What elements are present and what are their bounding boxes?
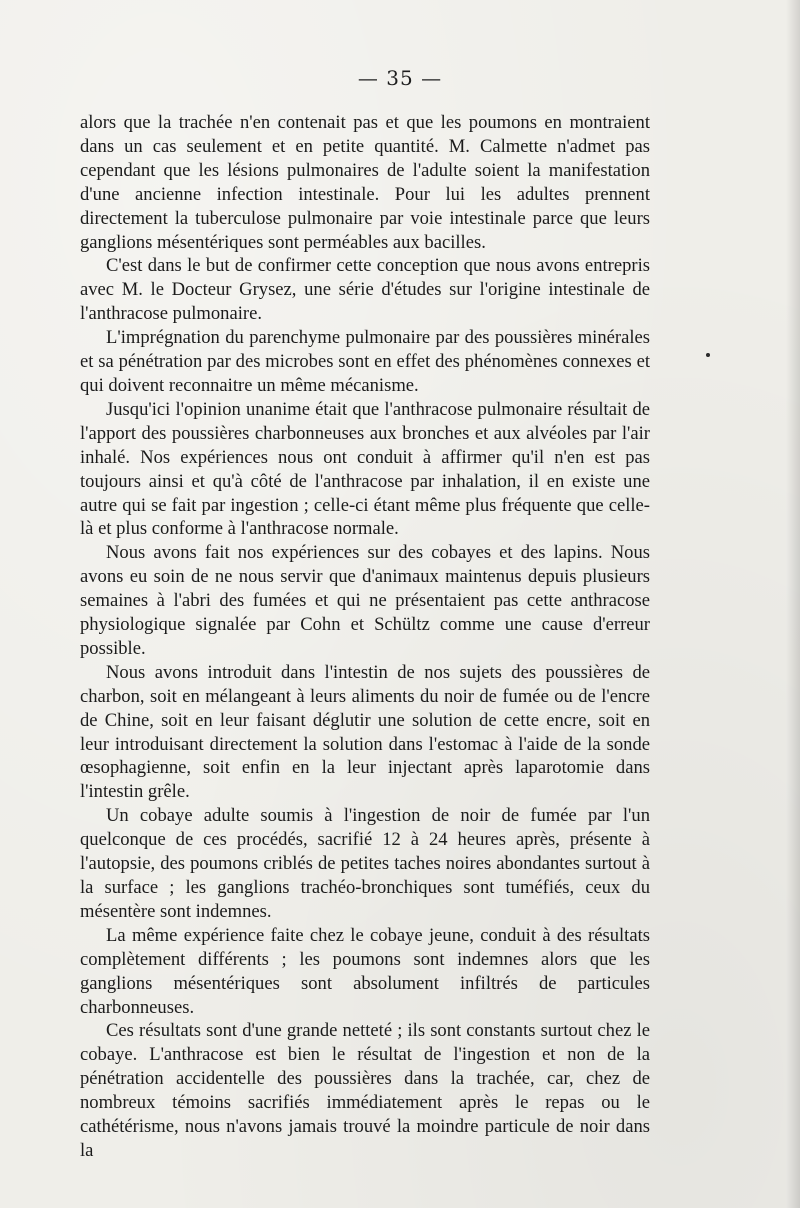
page-edge-shadow <box>786 0 800 1208</box>
paragraph: La même expérience faite chez le cobaye jeune, conduit à des résultats complètement différents ; les poumons sont indemnes alors que les ganglions mésentériques sont absolument infiltrés de particules charbonneuses. <box>80 924 650 1018</box>
body-text <box>80 111 650 1163</box>
paragraph: Ces résultats sont d'une grande netteté ; ils sont constants surtout chez le cobaye. L'anthracose est bien le résultat de l'ingestion et non de la pénétration accidentelle des poussières dans la trachée, car, chez de nombreux témoins sacrifiés immédiatement après le repas ou le cathétérisme, nous n'avons jamais trouvé la moindre particule de noir dans la <box>80 1020 650 1161</box>
ink-speck <box>706 353 710 357</box>
paragraph: Nous avons introduit dans l'intestin de nos sujets des poussières de charbon, soit en mélangeant à leurs aliments du noir de fumée ou de l'encre de Chine, soit en leur faisant déglutir une solution de cette encre, soit en leur introduisant directement la solution dans l'estomac à l'aide de la sonde œsophagienne, soit enfin en la leur injectant après laparotomie dans l'intestin grêle. <box>80 661 650 803</box>
paragraph: C'est dans le but de confirmer cette conception que nous avons entrepris avec M. le Docteur Grysez, une série d'études sur l'origine intestinale de l'anthracose pulmonaire. <box>80 255 650 325</box>
paragraph: Nous avons fait nos expériences sur des cobayes et des lapins. Nous avons eu soin de ne nous servir que d'animaux maintenus depuis plusieurs semaines à l'abri des fumées et qui ne présentaient pas cette anthracose physiologique signalée par Cohn et Schültz comme une cause d'erreur possible. <box>80 542 650 659</box>
paragraph: L'imprégnation du parenchyme pulmonaire par des poussières minérales et sa pénétration par des microbes sont en effet des phénomènes connexes et qui doivent reconnaitre un même mécanisme. <box>80 327 650 396</box>
paragraph-continuation: alors que la trachée n'en contenait pas et que les poumons en montraient dans un cas seulement et en petite quantité. M. Calmette n'admet pas cependant que les lésions pulmonaires de l'adulte soient la manifestation d'une ancienne infection intestinale. Pour lui les adultes prennent directement la tuberculose pulmonaire par voie intestinale parce que leurs ganglions mésentériques sont perméables aux bacilles. <box>80 112 650 253</box>
paragraph: Un cobaye adulte soumis à l'ingestion de noir de fumée par l'un quelconque de ces procédés, sacrifié 12 à 24 heures après, présente à l'autopsie, des poumons criblés de petites taches noires abondantes surtout à la surface ; les ganglions trachéo-bronchiques sont tuméfiés, ceux du mésentère sont indemnes. <box>80 805 650 922</box>
page-number: — 35 — <box>357 66 443 90</box>
paragraph: Jusqu'ici l'opinion unanime était que l'anthracose pulmonaire résultait de l'apport des poussières charbonneuses aux bronches et aux alvéoles par l'air inhalé. Nos expériences nous ont conduit à affirmer qu'il n'en est pas toujours ainsi et qu'à côté de l'anthracose par inhalation, il en existe une autre qui se fait par ingestion ; celle-ci étant même plus fréquente que celle-là et plus conforme à l'anthracose normale. <box>80 398 650 540</box>
